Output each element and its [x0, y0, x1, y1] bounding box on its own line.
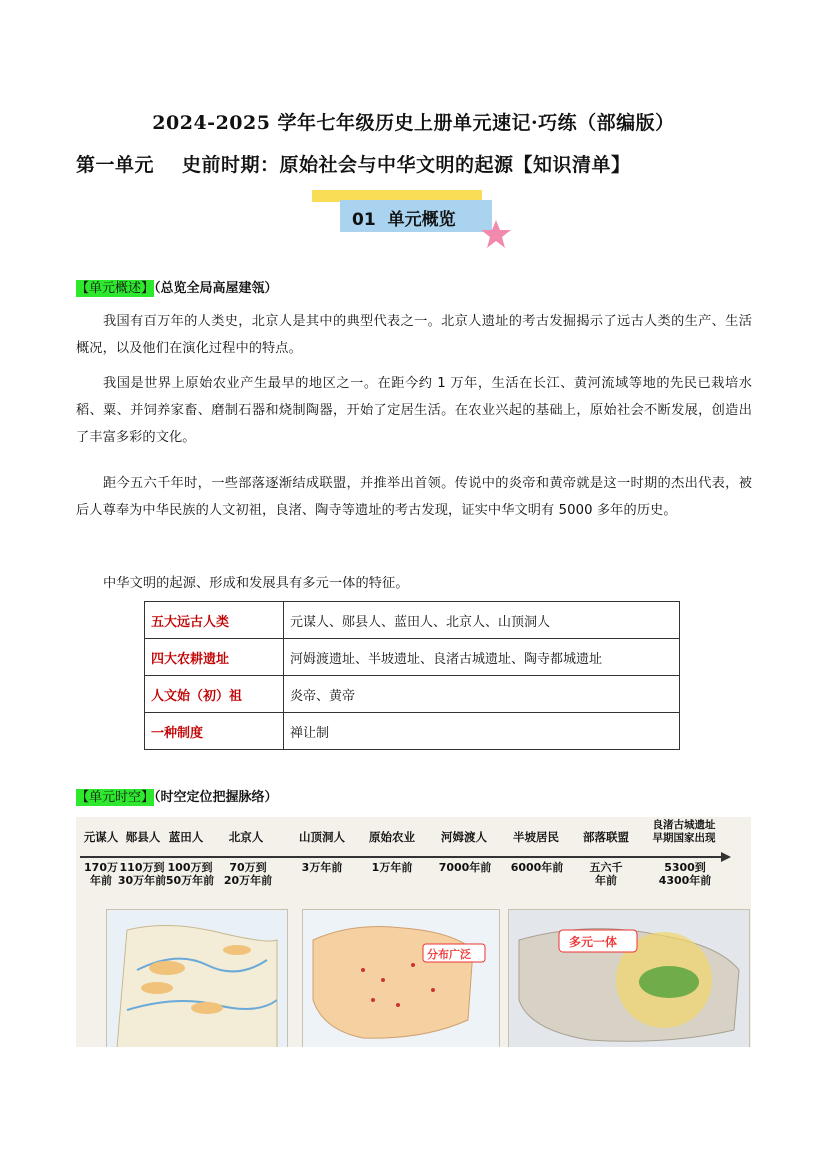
timeline-event-label: 山顶洞人 — [299, 830, 345, 844]
map-illustration — [303, 910, 499, 1047]
map-distribution — [302, 909, 500, 1047]
timeline-event-date: 110万到 30万年前 — [117, 861, 167, 887]
timeline-event-date: 7000年前 — [438, 861, 492, 874]
timeline-event-label: 原始农业 — [369, 830, 415, 844]
table-key: 人文始（初）祖 — [145, 676, 284, 713]
map-label-spread: 分布广泛 — [427, 948, 471, 961]
timeline-event-date: 6000年前 — [510, 861, 564, 874]
banner-label — [352, 205, 456, 230]
timeline-subtitle: （时空定位把握脉络） — [154, 790, 278, 805]
timeline-event-label: 蓝田人 — [168, 830, 204, 844]
timeline-figure — [76, 817, 751, 1047]
section-banner — [312, 188, 512, 258]
table-row — [145, 639, 680, 676]
map-illustration — [509, 910, 749, 1047]
timeline-event-date: 五六千 年前 — [589, 861, 623, 887]
map-pre-human-sites — [106, 909, 288, 1047]
timeline-event-label: 北京人 — [228, 830, 264, 844]
table-value: 禅让制 — [284, 713, 680, 750]
timeline-event-label: 河姆渡人 — [441, 830, 487, 844]
table-key: 四大农耕遗址 — [145, 639, 284, 676]
table-value: 元谋人、郧县人、蓝田人、北京人、山顶洞人 — [284, 602, 680, 639]
timeline-event-label: 部落联盟 — [583, 830, 629, 844]
timeline-event-date: 100万到 50万年前 — [165, 861, 215, 887]
map-illustration — [107, 910, 287, 1047]
table-row — [145, 602, 680, 639]
banner-text: 单元概览 — [387, 210, 456, 230]
timeline-event-date: 170万 年前 — [84, 861, 118, 887]
star-icon — [480, 218, 512, 250]
overview-heading — [76, 277, 278, 296]
timeline-heading — [76, 786, 278, 805]
summary-table — [144, 601, 680, 750]
map-unity — [508, 909, 750, 1047]
overview-paragraph-2: 我国是世界上原始农业产生最早的地区之一。在距今约 1 万年，生活在长江、黄河流域等地的先民已栽培水稻、粟、并饲养家畜、磨制石器和烧制陶器，开始了定居生活。在农业兴起的基础上，原始社会不断发展，创造出了丰富多彩的文化。 — [76, 376, 752, 445]
overview-paragraph-1: 我国有百万年的人类史，北京人是其中的典型代表之一。北京人遗址的考古发掘揭示了远古人类的生产、生活概况，以及他们在演化过程中的特点。 — [76, 314, 752, 356]
table-value: 河姆渡遗址、半坡遗址、良渚古城遗址、陶寺都城遗址 — [284, 639, 680, 676]
timeline-event-date: 3万年前 — [301, 861, 343, 874]
overview-paragraph-3: 距今五六千年时，一些部落逐渐结成联盟，并推举出首领。传说中的炎帝和黄帝就是这一时期的杰出代表，被后人尊奉为中华民族的人文初祖，良渚、陶寺等遗址的考古发现，证实中华文明有 5000 多年的历史。 — [76, 476, 752, 518]
timeline-event-label: 良渚古城遗址 早期国家出现 — [652, 819, 716, 844]
timeline-event-label: 半坡居民 — [513, 830, 559, 844]
timeline-event-label: 元谋人 — [83, 830, 119, 844]
table-key: 一种制度 — [145, 713, 284, 750]
overview-paragraph-4: 中华文明的起源、形成和发展具有多元一体的特征。 — [103, 576, 409, 591]
overview-subtitle: （总览全局高屋建瓴） — [154, 281, 278, 296]
document-title: 2024-2025 学年七年级历史上册单元速记·巧练（部编版） — [152, 112, 675, 134]
table-row — [145, 713, 680, 750]
unit-label: 第一单元 — [76, 154, 155, 176]
timeline-event-date: 1万年前 — [371, 861, 413, 874]
unit-heading — [76, 150, 756, 177]
timeline-tag: 【单元时空】 — [76, 790, 155, 805]
table-key: 五大远古人类 — [145, 602, 284, 639]
table-value: 炎帝、黄帝 — [284, 676, 680, 713]
map-label-unity: 多元一体 — [569, 935, 618, 949]
table-row — [145, 676, 680, 713]
timeline-event-date: 5300到 4300年前 — [658, 861, 712, 887]
overview-tag: 【单元概述】 — [76, 281, 155, 296]
banner-number: 01 — [352, 210, 376, 230]
unit-title: 史前时期：原始社会与中华文明的起源【知识清单】 — [182, 154, 631, 176]
timeline-event-date: 70万到 20万年前 — [223, 861, 273, 887]
timeline-event-label: 郧县人 — [125, 830, 161, 844]
